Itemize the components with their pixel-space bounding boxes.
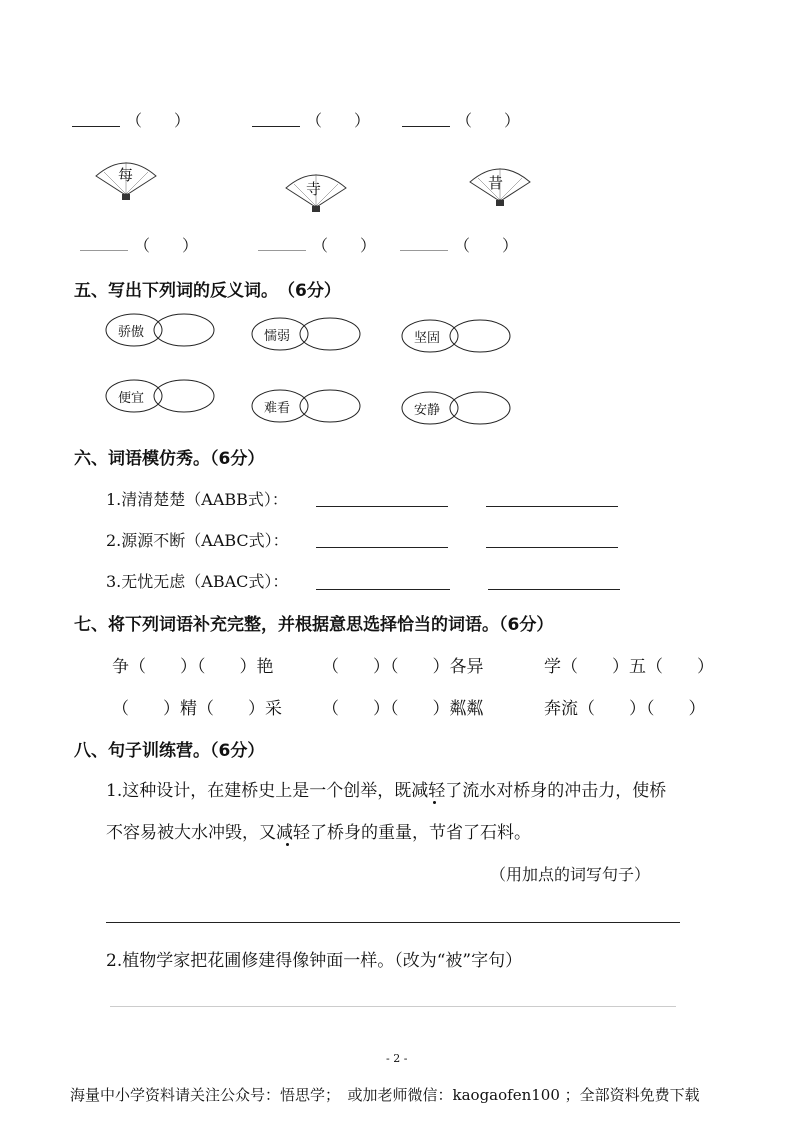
- section-6-title: 六、词语模仿秀。（6分）: [74, 449, 265, 469]
- sentence-q2: 2.植物学家把花圃修建得像钟面一样。（改为“被”字句）: [106, 951, 523, 971]
- imitation-item-3: 3.无忧无虑（ABAC式）：: [106, 572, 289, 591]
- emphasis-dot-ji: [433, 801, 436, 804]
- imitation-answer-1b[interactable]: [486, 506, 618, 507]
- antonym-word: 懦弱: [264, 329, 291, 344]
- answer-paren-4: （ ）: [134, 236, 199, 255]
- section-8-title: 八、句子训练营。（6分）: [74, 741, 265, 761]
- emphasis-dot-you: [286, 843, 289, 846]
- answer-blank-2[interactable]: [252, 126, 300, 127]
- imitation-answer-2b[interactable]: [486, 547, 618, 548]
- answer-paren-3: （ ）: [456, 111, 521, 130]
- imitation-answer-3b[interactable]: [488, 589, 620, 590]
- imitation-item-2: 2.源源不断（AABC式）：: [106, 531, 289, 550]
- answer-blank-6[interactable]: [400, 250, 448, 251]
- section-7-title: 七、将下列词语补充完整，并根据意思选择恰当的词语。（6分）: [74, 615, 554, 635]
- imitation-answer-2a[interactable]: [316, 547, 448, 548]
- sentence-q2-answer-line[interactable]: [110, 1006, 676, 1007]
- fan-character: 每: [118, 166, 134, 184]
- sentence-q1-answer-line[interactable]: [106, 922, 680, 923]
- antonym-pair-2: [250, 316, 362, 352]
- idiom-fill-6[interactable]: 奔流（ ）（ ）: [544, 699, 706, 719]
- idiom-fill-1[interactable]: 争（ ）（ ）艳: [112, 657, 274, 677]
- fan-illustration-2: [284, 168, 348, 218]
- idiom-fill-4[interactable]: （ ）精（ ）采: [112, 699, 282, 719]
- answer-paren-6: （ ）: [454, 236, 519, 255]
- page-number: - 2 -: [386, 1052, 408, 1065]
- sentence-q1-instruction: （用加点的词写句子）: [490, 865, 651, 884]
- answer-blank-5[interactable]: [258, 250, 306, 251]
- idiom-fill-3[interactable]: 学（ ）五（ ）: [544, 657, 714, 677]
- antonym-pair-3: [400, 318, 512, 354]
- antonym-word: 坚固: [414, 331, 441, 346]
- idiom-fill-2[interactable]: （ ）（ ）各异: [322, 657, 484, 677]
- antonym-pair-6: [400, 390, 512, 426]
- imitation-answer-1a[interactable]: [316, 506, 448, 507]
- fan-illustration-3: [468, 162, 532, 212]
- antonym-word: 骄傲: [118, 325, 145, 340]
- sentence-q1-line2: 不容易被大水冲毁，又减轻了桥身的重量，节省了石料。: [106, 823, 531, 843]
- antonym-pair-5: [250, 388, 362, 424]
- fan-character: 昔: [488, 174, 504, 192]
- antonym-pair-4: [104, 378, 216, 414]
- answer-blank-1[interactable]: [72, 126, 120, 127]
- antonym-word: 安静: [414, 403, 441, 418]
- imitation-answer-3a[interactable]: [316, 589, 450, 590]
- answer-paren-2: （ ）: [306, 111, 371, 130]
- answer-blank-4[interactable]: [80, 250, 128, 251]
- antonym-word: 难看: [264, 401, 291, 416]
- idiom-fill-5[interactable]: （ ）（ ）粼粼: [322, 699, 484, 719]
- sentence-q1-line1: 1.这种设计，在建桥史上是一个创举，既减轻了流水对桥身的冲击力，使桥: [106, 781, 667, 801]
- answer-paren-1: （ ）: [126, 111, 191, 130]
- answer-paren-5: （ ）: [312, 236, 377, 255]
- antonym-word: 便宜: [118, 391, 145, 406]
- antonym-pair-1: [104, 312, 216, 348]
- imitation-item-1: 1.清清楚楚（AABB式）：: [106, 490, 288, 509]
- fan-illustration-1: [94, 156, 158, 206]
- section-5-title: 五、写出下列词的反义词。 （6分）: [74, 281, 341, 301]
- fan-character: 寺: [306, 180, 322, 198]
- footer-notice: 海量中小学资料请关注公众号：悟思学； 或加老师微信：kaogaofen100 ；全部资料免费下载: [70, 1086, 700, 1104]
- answer-blank-3[interactable]: [402, 126, 450, 127]
